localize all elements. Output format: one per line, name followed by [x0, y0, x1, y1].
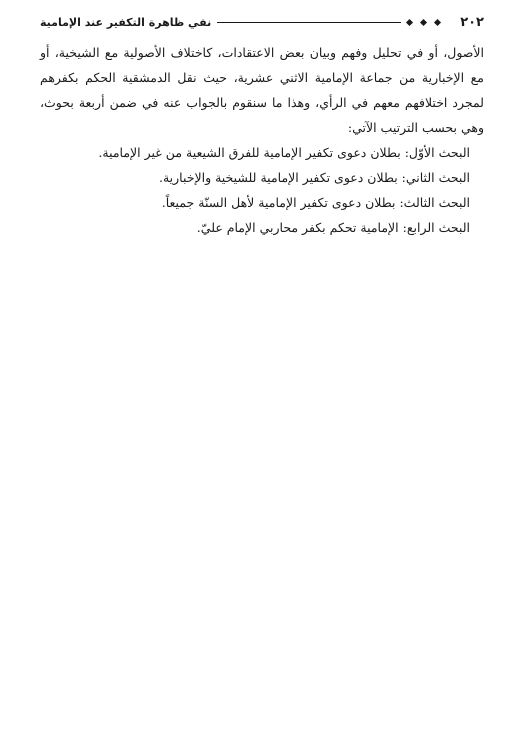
body-paragraph: الأصول، أو في تحليل وفهم وبيان بعض الاعتقادات، كاختلاف الأصولية مع الشيخية، أو مع الإخبارية من جماعة الإمامية الاثني عشرية، حيث نقل الدمشقية الحكم بكفرهم لمجرد اختلافهم معهم في الرأي، وهذا ما سنقوم بالجواب عنه في ضمن أربعة بحوث، وهي بحسب الترتيب الآتي: [40, 45, 484, 135]
topic-item-4: البحث الرابع: الإمامية تحكم بكفر محاربي الإمام عليّ. [196, 220, 470, 235]
main-text [40, 40, 484, 240]
running-title: نفي ظاهرة التكفير عند الإمامية [40, 15, 212, 29]
diamond-icon [420, 18, 427, 25]
page-number: ٢٠٢ [460, 14, 484, 30]
header-rule-line [217, 22, 401, 23]
topic-item-2: البحث الثاني: بطلان دعوى تكفير الإمامية للشيخية والإخبارية. [158, 170, 470, 185]
topic-list [40, 140, 484, 240]
diamond-icon [434, 18, 441, 25]
header-ornament-rule [217, 20, 446, 25]
topic-item-1: البحث الأوّل: بطلان دعوى تكفير الإمامية للفرق الشيعية من غير الإمامية. [98, 145, 470, 160]
topic-item-3: البحث الثالث: بطلان دعوى تكفير الإمامية لأهل السنّة جميعاً. [161, 195, 470, 210]
diamond-ornament-icon [407, 20, 440, 25]
running-header [40, 14, 484, 30]
diamond-icon [406, 18, 413, 25]
